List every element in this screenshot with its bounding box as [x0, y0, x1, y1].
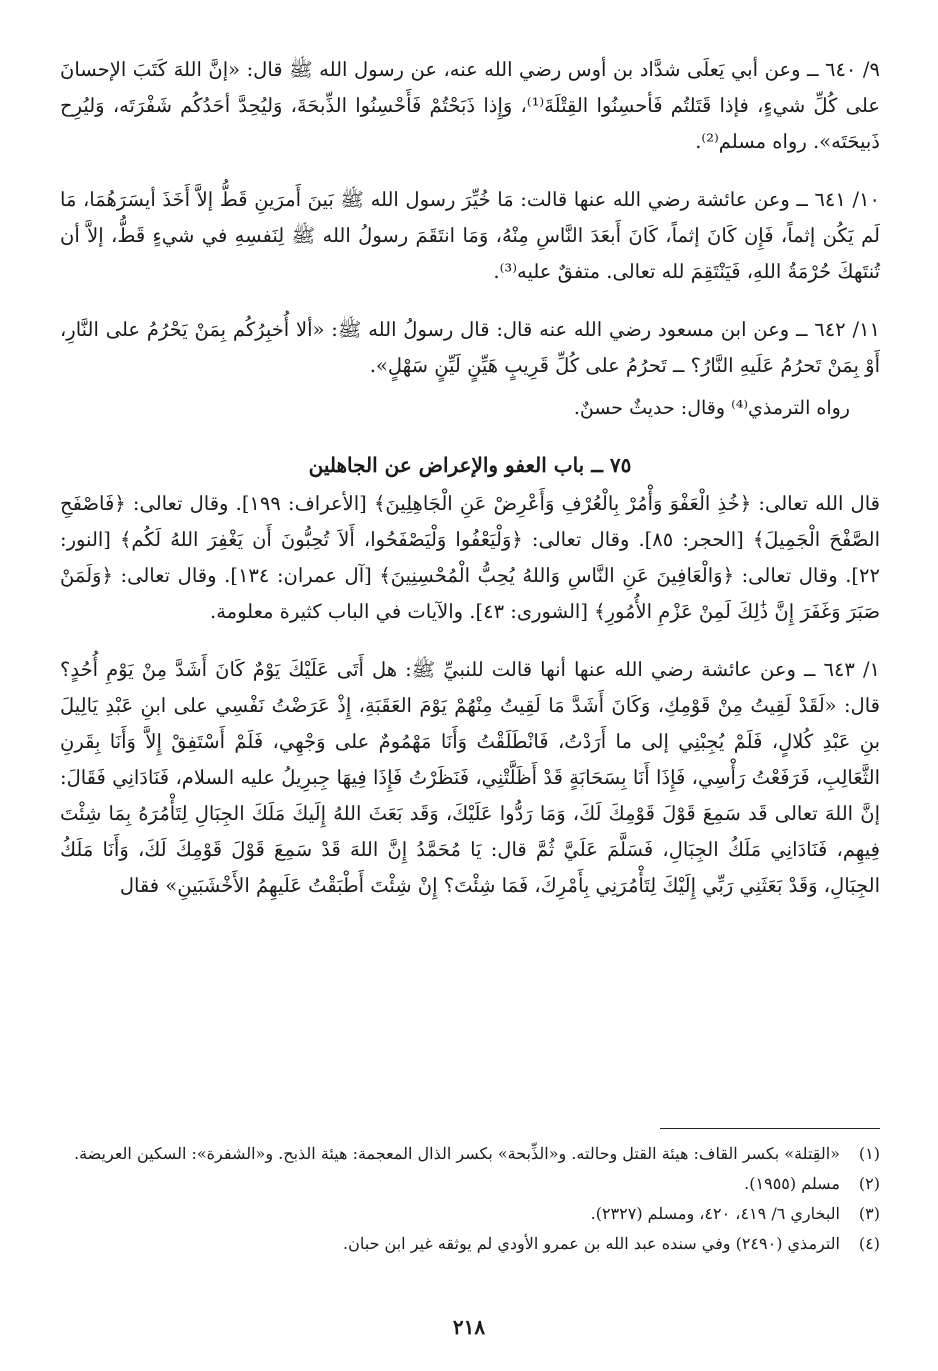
footnote-text: الترمذي (٢٤٩٠) وفي سنده عبد الله بن عمرو الأودي لم يوثقه غير ابن حبان.: [343, 1234, 840, 1253]
footnote-text: البخاري ٦/ ٤١٩، ٤٢٠، ومسلم (٢٣٢٧).: [590, 1204, 840, 1223]
footnote-3: [60, 1200, 880, 1227]
page-number: ٢١٨: [452, 1315, 486, 1339]
footnote-number: (٢): [858, 1174, 880, 1193]
footnote-divider: [660, 1128, 880, 1129]
chapter-title: ٧٥ ــ باب العفو والإعراض عن الجاهلين: [308, 453, 632, 477]
hadith-643: ١/ ٦٤٣ ــ وعن عائشة رضي الله عنها أنها قالت للنبيِّ ﷺ: هل أَتَى عَلَيْكَ يَوْمٌ كَانَ أَشَدَّ مِنْ يَوْمِ أُحُدٍ؟ قال: «لَقَدْ لَقِيتُ مِنْ قَوْمِكِ، وَكَانَ أَشَدَّ مَا لَقِيتُ مِنْهُمْ يَوْمَ العَقَبَةِ، إِذْ عَرَضْتُ نَفْسِي على ابنِ عَبْدِ يَالِيلَ بنِ عَبْدِ كُلالٍ، فَلَمْ يُجِبْنِي إلى ما أَرَدْتُ، فَانْطَلَقْتُ وَأَنَا مَهْمُومٌ على وَجْهِي، فَلَمْ أَسْتَفِقْ إِلاَّ وَأَنَا بِقَرنِ الثَّعَالِبِ، فَرَفَعْتُ رَأْسِي، فَإِذَا أَنَا بِسَحَابَةٍ قَدْ أَظَلَّتْنِي، فَنَظَرْتُ فَإِذَا فِيهَا جِبرِيلُ عليه السلام، فَنَادَانِي فَقَالَ: إنَّ اللهَ تعالى قَد سَمِعَ قَوْلَ قَوْمِكَ لَكَ، وَمَا رَدُّوا عَلَيْكَ، وَقَد بَعَثَ اللهُ إِلَيكَ مَلَكَ الجِبَالِ لِتَأْمُرَهُ بِمَا شِئْتَ فِيهِم، فَنَادَانِي مَلَكُ الجِبَالِ، فَسَلَّمَ عَلَيَّ ثُمَّ قال: يَا مُحَمَّدُ إِنَّ اللهَ قَدْ سَمِعَ قَوْلَ قَوْمِكَ لَكَ، وَأَنَا مَلَكُ الجِبَالِ، وَقَدْ بَعَثَنِي رَبِّي إِلَيْكَ لِتَأْمُرَنِي بِأَمْرِكَ، فَمَا شِئْتَ؟ إِنْ شِئْتَ أَطْبَقْتُ عَلَيهِمُ الأَخْشَبَينِ» فقال: [60, 658, 881, 897]
footnote-number: (٤): [858, 1234, 880, 1253]
hadith-642-narration: رواه الترمذي⁽⁴⁾ وقال: حديثٌ حسنٌ.: [573, 397, 850, 419]
footnote-2: [60, 1170, 880, 1197]
page-body: [60, 52, 880, 926]
footnote-text: «القِتلة» بكسر القاف: هيئة القتل وحالته. و«الذِّبحة» بكسر الذال المعجمة: هيئة الذبح. و«الشفرة»: السكين العريضة.: [74, 1144, 840, 1163]
footnote-text: مسلم (١٩٥٥).: [744, 1174, 840, 1193]
hadith-641: ١٠/ ٦٤١ ــ وعن عائشة رضي الله عنها قالت: مَا خُيِّرَ رسول الله ﷺ بَينَ أَمرَينِ قَطُّ إلاَّ أَخَذَ أيسَرَهُمَا، مَا لَم يَكُن إثماً، فَإِن كَانَ إثماً، كَانَ أَبعَدَ النَّاسِ مِنْهُ، وَمَا انتَقَمَ رسولُ الله ﷺ لِنَفسِهِ في شيءٍ قَطُّ، إلاَّ أن تُنتَهكَ حُرْمَةُ اللهِ، فَيَنْتَقِمَ لله تعالى. متفقٌ عليه⁽³⁾.: [60, 188, 880, 283]
footnote-4: [60, 1230, 880, 1257]
chapter-intro: قال الله تعالى: ﴿خُذِ الْعَفْوَ وَأْمُرْ بِالْعُرْفِ وَأَعْرِضْ عَنِ الْجَاهِلِينَ﴾ [الأعراف: ١٩٩]. وقال تعالى: ﴿فَاصْفَحِ الصَّفْحَ الْجَمِيلَ﴾ [الحجر: ٨٥]. وقال تعالى: ﴿وَلْيَعْفُوا وَلْيَصْفَحُوا، أَلاَ تُحِبُّونَ أَن يَغْفِرَ اللهُ لَكُم﴾ [النور: ٢٢]. وقال تعالى: ﴿وَالْعَافِينَ عَنِ النَّاسِ وَاللهُ يُحِبُّ الْمُحْسِنِينَ﴾ [آل عمران: ١٣٤]. وقال تعالى: ﴿وَلَمَنْ صَبَرَ وَغَفَرَ إِنَّ ذَٰلِكَ لَمِنْ عَزْمِ الأُمُورِ﴾ [الشورى: ٤٣]. والآيات في الباب كثيرة معلومة.: [60, 492, 880, 623]
footnotes: [60, 1140, 880, 1260]
hadith-640: ٩/ ٦٤٠ ــ وعن أبي يَعلَى شدَّاد بن أوس رضي الله عنه، عن رسول الله ﷺ قال: «إنَّ اللهَ كَتَبَ الإحسانَ على كُلِّ شيءٍ، فإذا قَتَلتُم فَأحسِنُوا القِتْلَةَ⁽¹⁾، وَإِذا ذَبَحْتُمْ فَأَحْسِنُوا الذِّبحَةَ، وَليُحِدَّ أحَدُكُم شَفْرَتَه، وَليُرِح ذَبيحَتَه». رواه مسلم⁽²⁾.: [60, 58, 881, 153]
footnote-number: (٣): [858, 1204, 880, 1223]
footnote-1: [60, 1140, 880, 1167]
hadith-642: ١١/ ٦٤٢ ــ وعن ابن مسعود رضي الله عنه قال: قال رسولُ الله ﷺ: «ألا أُخبِرُكُم بِمَنْ يَحْرُمُ على النَّارِ، أَوْ بِمَنْ تَحرُمُ عَلَيهِ النَّارُ؟ ــ تَحرُمُ على كُلِّ قَرِيبٍ هَيِّنٍ لَيِّنٍ سَهْلٍ».: [60, 318, 880, 377]
footnote-number: (١): [858, 1144, 880, 1163]
